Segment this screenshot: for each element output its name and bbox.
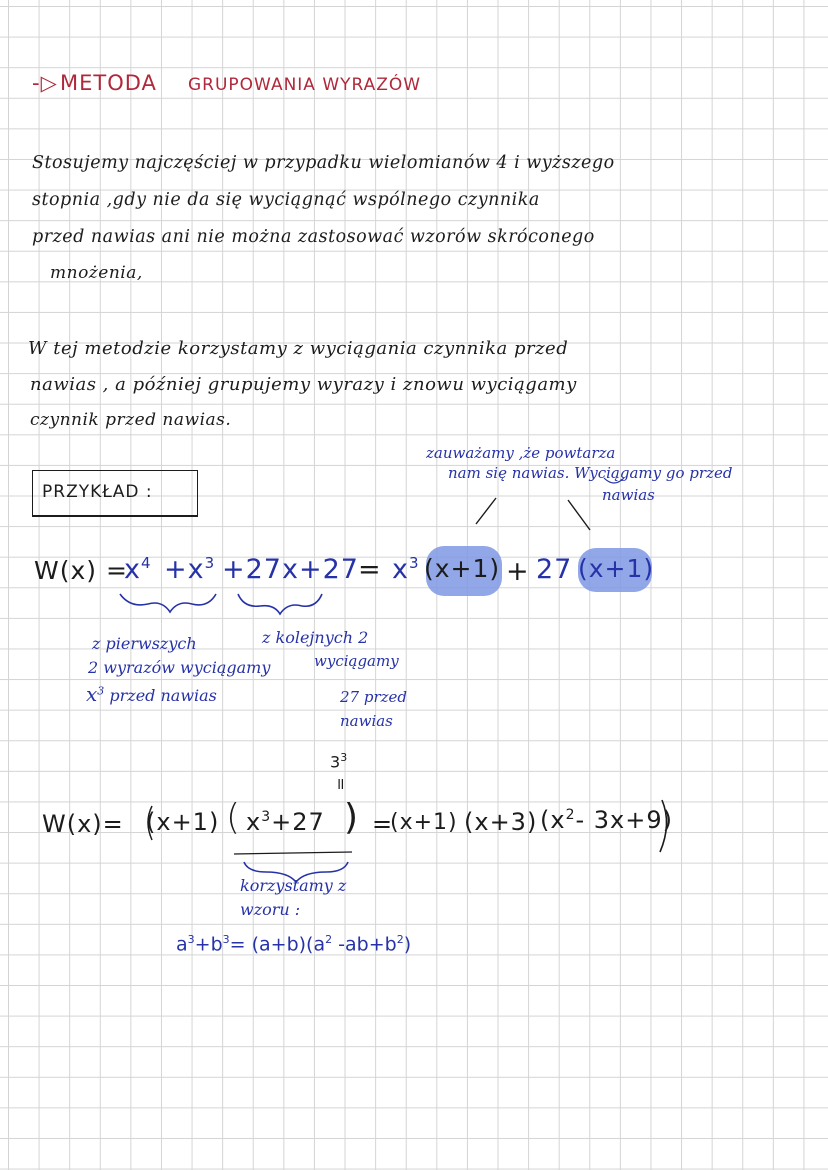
eq2-equals: =: [372, 810, 394, 838]
intro-line-1: Stosujemy najczęściej w przypadku wielomianów 4 i wyższego: [32, 153, 615, 173]
eq1-lhs: W(x) =: [34, 556, 128, 585]
pointer-left: [476, 498, 496, 524]
note-right-line-2: wyciągamy: [314, 652, 399, 670]
eq2-factor-2: (x+1): [390, 810, 458, 835]
eq1-x3-base: x: [392, 554, 409, 585]
note-top-line-2: nam się nawias. Wyciągamy go przed: [448, 464, 733, 482]
eq2-factor-4-exp: 2: [565, 807, 576, 823]
formula-a: a: [176, 933, 188, 956]
brace-under-sum: [244, 862, 348, 882]
cube-exp: 3: [340, 751, 348, 764]
eq1-term1-exp: 4: [140, 554, 152, 572]
formula-plus-b: +b: [194, 933, 223, 956]
eq2-x3-base: x: [246, 808, 262, 836]
eq2-factor-4-b: - 3x+9): [575, 806, 674, 834]
formula-b-exp: 3: [222, 933, 230, 946]
eq2-plus27: +27: [271, 808, 325, 836]
eq1-x3-exp: 3: [408, 554, 420, 572]
note-right-line-1: z kolejnych 2: [262, 628, 369, 647]
paren-close-eq2: [660, 800, 667, 852]
formula-end: -ab+b: [332, 933, 397, 956]
note-left-rest: przed nawias: [104, 686, 217, 705]
note-left-line-1: z pierwszych: [92, 634, 197, 653]
eq1-equals: =: [358, 554, 382, 585]
intro-line-4: mnożenia,: [50, 263, 143, 283]
formula-end-exp: 2: [396, 933, 404, 946]
eq1-term2-exp: 3: [204, 554, 216, 572]
eq1-plus: +: [506, 556, 530, 587]
note-left-x-exp: 3: [97, 684, 105, 698]
note-top-line-1: zauważamy ,że powtarza: [426, 444, 616, 462]
formula-rest-exp: 2: [325, 933, 333, 946]
eq2-open: (: [226, 797, 242, 838]
formula-rest: = (a+b)(a: [229, 933, 326, 956]
eq1-bracket-1: (x+1): [424, 554, 501, 583]
eq2-factor-1: (x+1): [146, 808, 220, 836]
eq2-factor-3: (x+3): [464, 808, 538, 836]
title-grupowania: GRUPOWANIA WYRAZÓW: [188, 75, 422, 95]
formula-a-exp: 3: [187, 933, 195, 946]
title-metoda: METODA: [60, 71, 157, 95]
note-underline: [604, 478, 624, 483]
brace-last-terms: [238, 594, 322, 614]
underline-sum: [234, 852, 352, 854]
method-line-3: czynnik przed nawias.: [30, 410, 232, 430]
cube-base: 3: [330, 752, 341, 772]
note-right-line-4: nawias: [340, 712, 393, 730]
formula-note-line-1: korzystamy z: [240, 876, 347, 895]
pointer-right: [568, 500, 590, 530]
eq1-term2-base: +x: [164, 554, 205, 585]
intro-line-2: stopnia ,gdy nie da się wyciągnąć wspólnego czynnika: [32, 190, 540, 210]
eq1-27: 27: [536, 554, 573, 585]
eq2-x3-exp: 3: [261, 809, 272, 825]
intro-line-3: przed nawias ani nie można zastosować wzorów skróconego: [32, 227, 595, 247]
eq2-lhs: W(x)=: [42, 810, 124, 838]
eq2-factor-4-a: (x: [540, 806, 566, 834]
note-left-line-2: 2 wyrazów wyciągamy: [88, 658, 271, 677]
note-left-x: x: [86, 682, 98, 706]
paren-open-f1: [148, 806, 152, 840]
eq1-term1-base: x: [124, 554, 141, 585]
method-line-2: nawias , a później grupujemy wyrazy i znowu wyciągamy: [30, 374, 577, 395]
formula-note-line-2: wzoru :: [240, 900, 301, 919]
method-line-1: W tej metodzie korzystamy z wyciągania czynnika przed: [28, 338, 569, 359]
note-right-line-3: 27 przed: [340, 688, 408, 706]
example-label: PRZYKŁAD :: [42, 482, 153, 502]
brace-first-terms: [120, 594, 216, 612]
eq2-close: ): [344, 797, 360, 838]
cube-eq-sign: =: [331, 777, 351, 791]
title-arrow: -▷: [32, 71, 58, 95]
eq1-term3: +27x+27: [222, 554, 359, 585]
note-top-line-3: nawias: [602, 486, 655, 504]
eq1-bracket-2: (x+1): [578, 554, 655, 583]
formula-close: ): [403, 933, 412, 956]
